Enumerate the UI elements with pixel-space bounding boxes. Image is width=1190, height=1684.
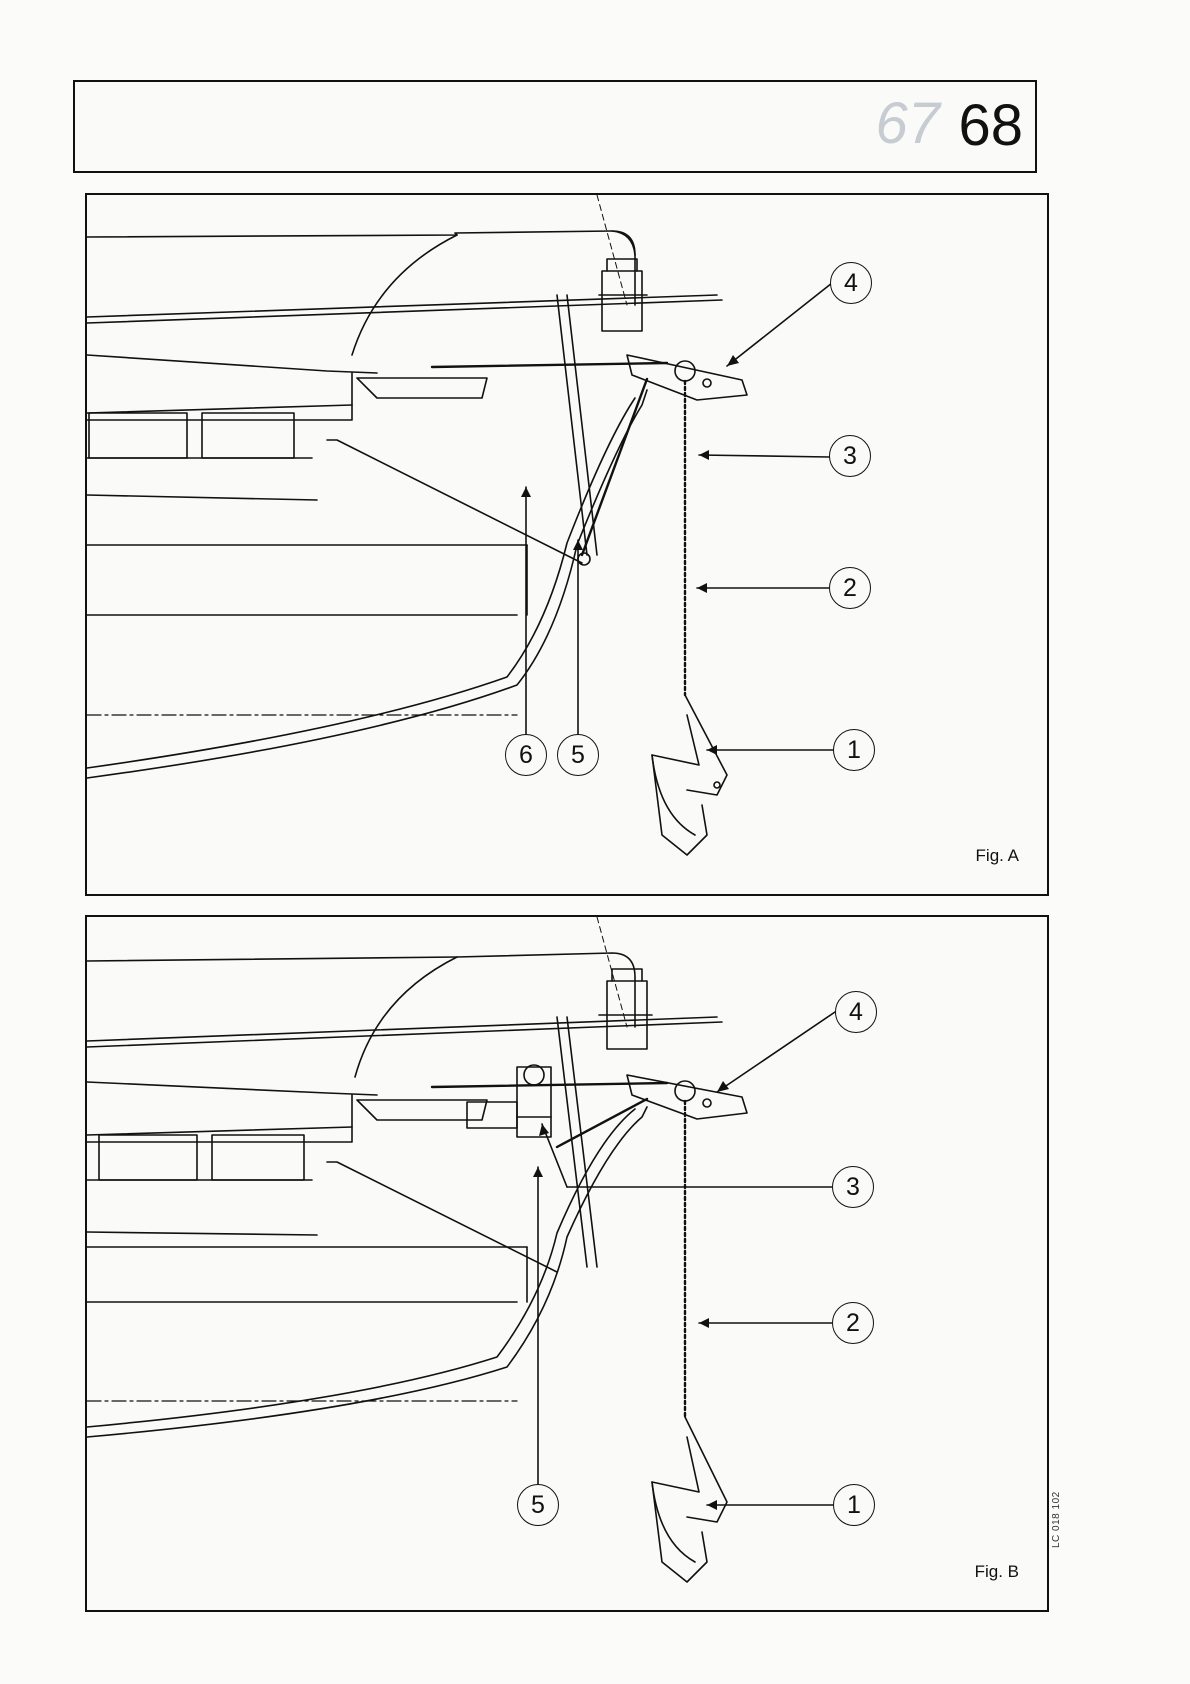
figure-label-a: Fig. A — [975, 846, 1019, 865]
callout-5: 5 — [517, 1484, 559, 1526]
callout-2: 2 — [829, 567, 871, 609]
callout-3: 3 — [829, 435, 871, 477]
figure-b — [85, 915, 1049, 1612]
callout-1: 1 — [833, 729, 875, 771]
anchor-gear-diagram-a — [87, 195, 1049, 896]
callout-5: 5 — [557, 734, 599, 776]
bleed-through-number: 67 — [875, 91, 940, 156]
figure-a — [85, 193, 1049, 896]
callout-4: 4 — [835, 991, 877, 1033]
page-header — [73, 80, 1037, 173]
callout-4: 4 — [830, 262, 872, 304]
anchor-gear-diagram-b — [87, 917, 1049, 1612]
callout-6: 6 — [505, 734, 547, 776]
reference-code: LC 018 102 — [1051, 1491, 1062, 1548]
callout-1: 1 — [833, 1484, 875, 1526]
figure-label-b: Fig. B — [974, 1562, 1019, 1581]
page-number: 68 — [958, 93, 1023, 158]
callout-3: 3 — [832, 1166, 874, 1208]
callout-2: 2 — [832, 1302, 874, 1344]
